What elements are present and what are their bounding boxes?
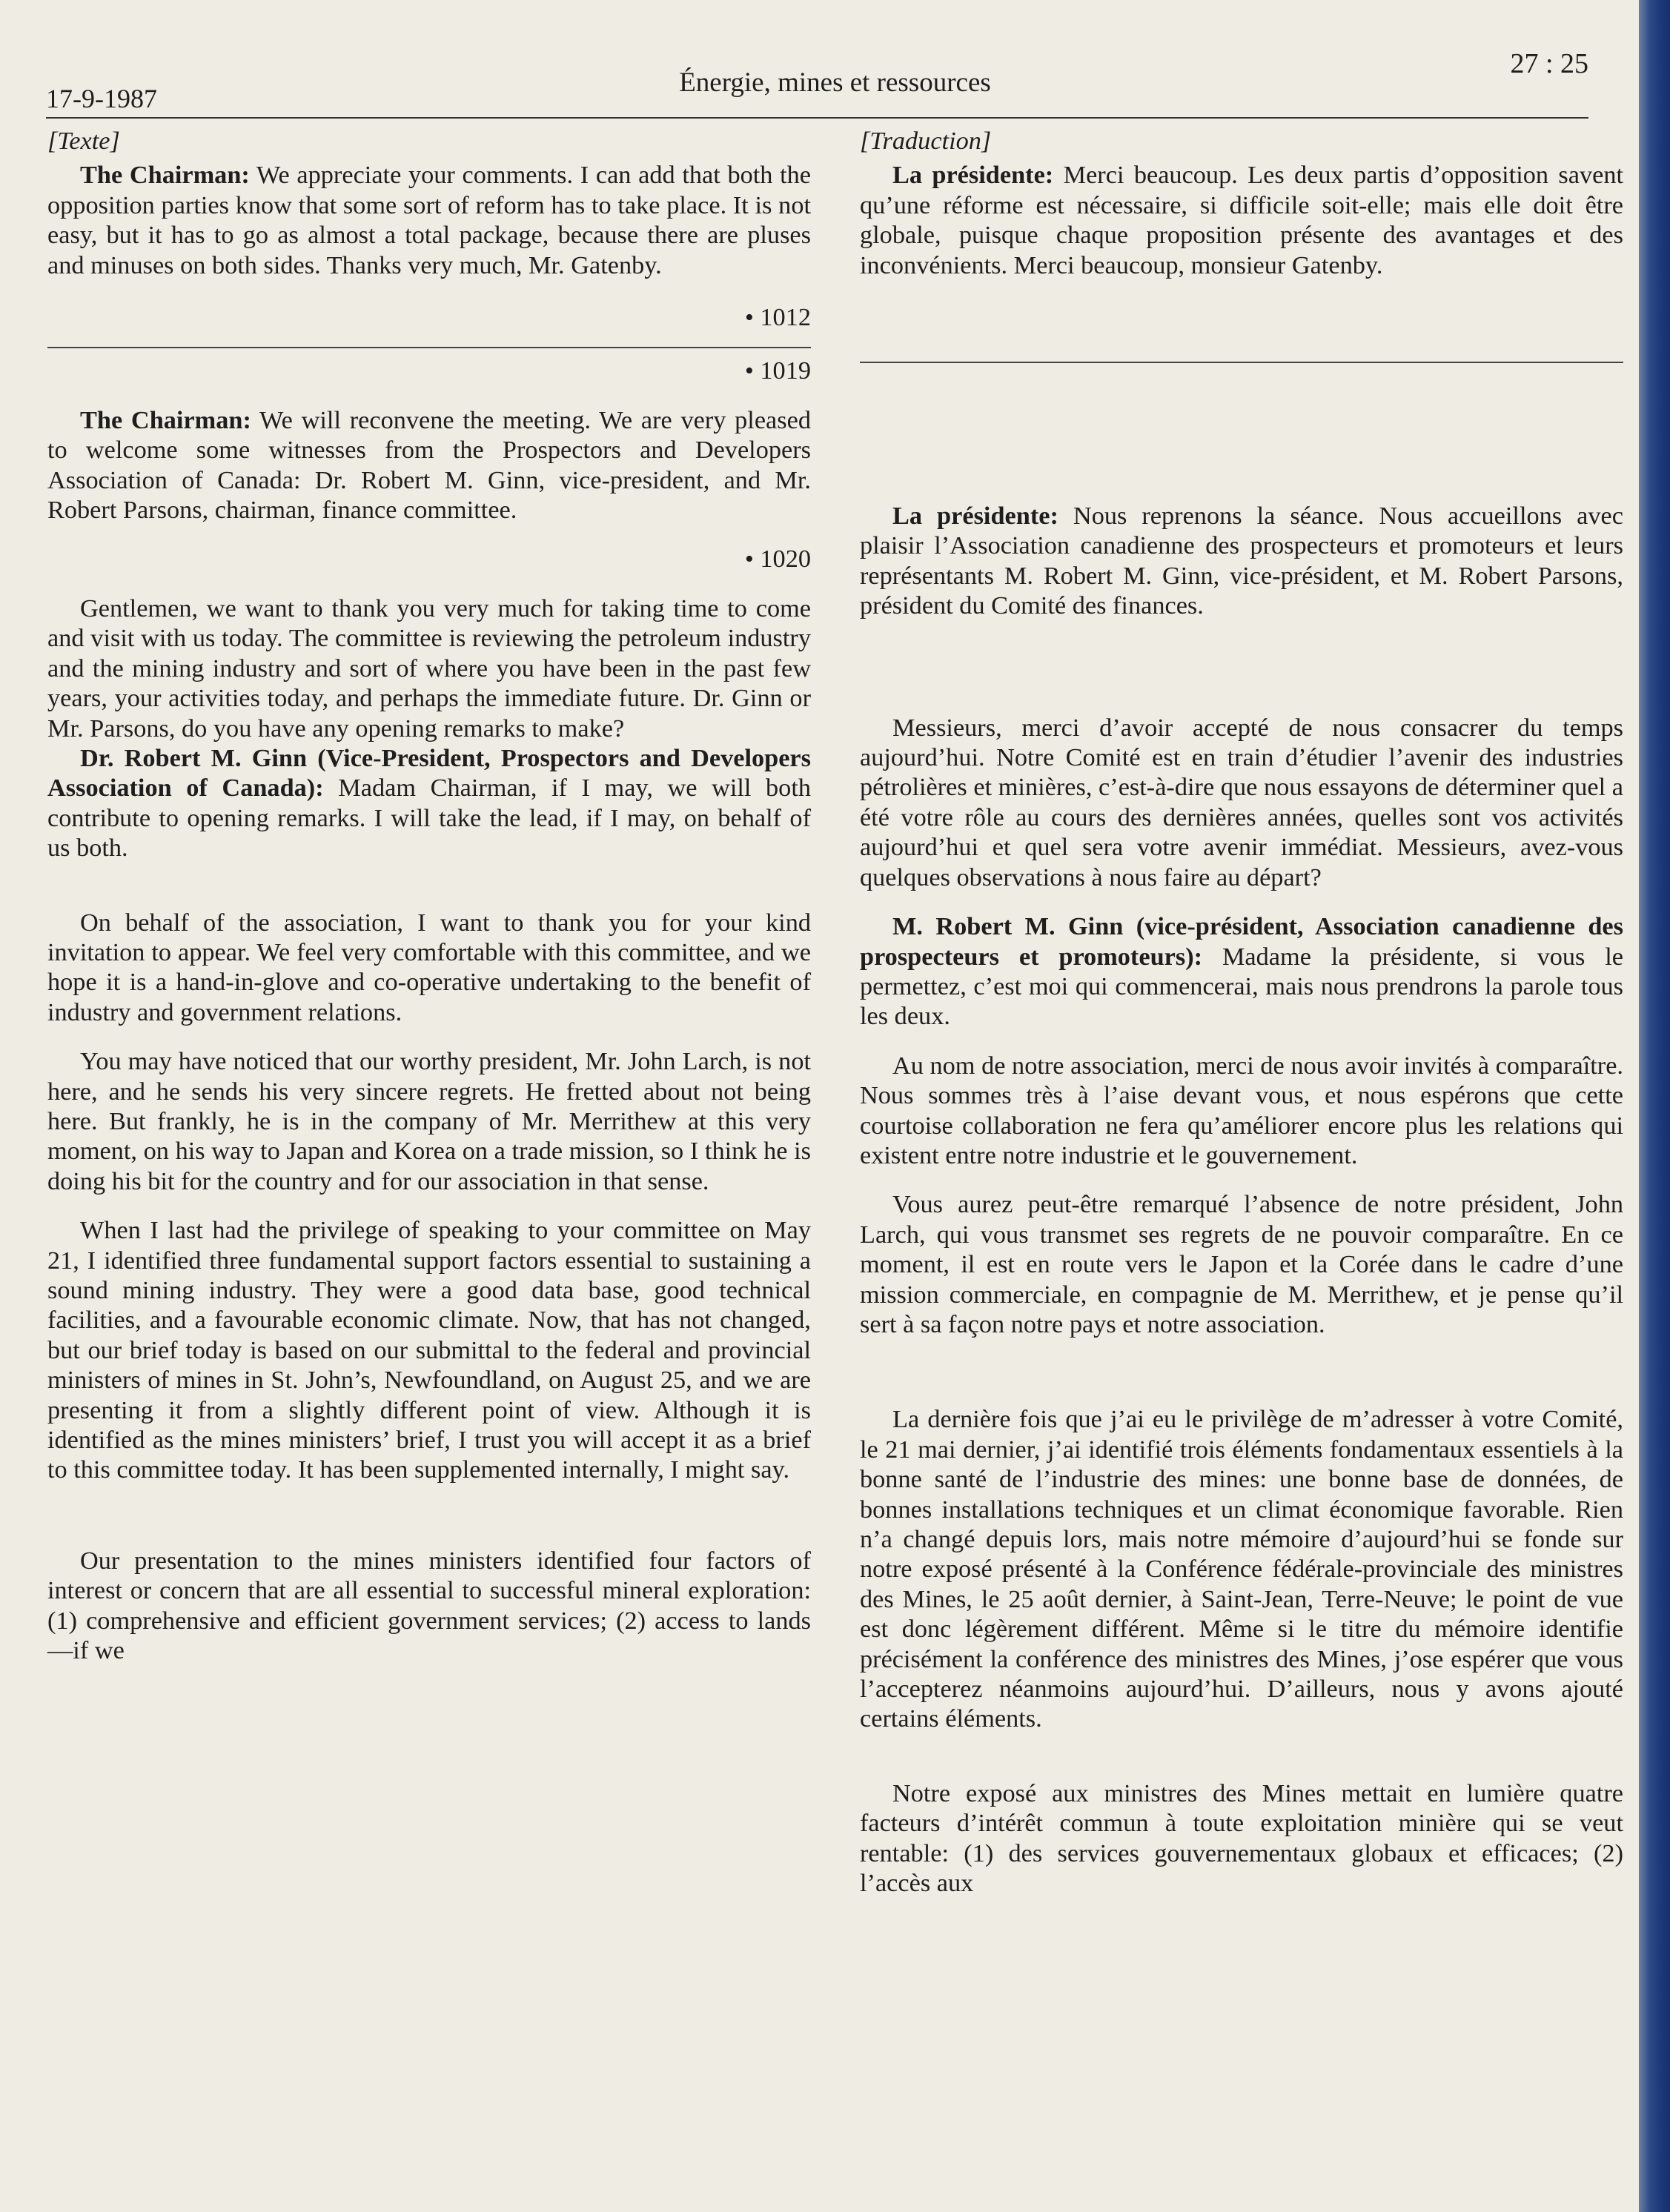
- paragraph: La présidente: Nous reprenons la séance. Nous accueillons avec plaisir l’Association canadienne des prospecteurs et promoteurs et leurs représentants M. Robert M. Ginn, vice-président, et M. Robert Parsons, président du Comité des finances.: [860, 502, 1623, 620]
- speaker-name: The Chairman:: [80, 161, 250, 190]
- speaker-name: La présidente:: [892, 161, 1054, 190]
- column-label: [Traduction]: [860, 127, 992, 155]
- paragraph: Au nom de notre association, merci de nous avoir invités à comparaître. Nous sommes très à l’aise devant vous, et nous espérons que cette courtoise collaboration ne fera qu’améliorer encore plus les relations qui existent entre notre industrie et le gouvernement.: [860, 1051, 1623, 1169]
- paragraph: M. Robert M. Ginn (vice-président, Association canadienne des prospecteurs et promoteurs): Madame la présidente, si vous le permettez, c’est moi qui commencerai, mais nous prendrons la parole tous les deux.: [860, 912, 1623, 1031]
- english-column: [47, 126, 811, 1665]
- header-title: Énergie, mines et ressources: [679, 67, 991, 98]
- paragraph: You may have noticed that our worthy president, Mr. John Larch, is not here, and he sends his very sincere regrets. He fretted about not being here. But frankly, he is in the company of Mr. Merrithew at this very moment, on his way to Japan and Korea on a trade mission, so I think he is doing his bit for the country and for our association in that sense.: [47, 1047, 811, 1195]
- paragraph: Our presentation to the mines ministers identified four factors of interest or concern that are all essential to successful mineral exploration: (1) comprehensive and efficient government services; (2) access to lands—if we: [47, 1546, 811, 1665]
- page-number: 27 : 25: [1510, 48, 1588, 79]
- book-binding-edge: [1639, 0, 1670, 2212]
- paragraph: Vous aurez peut-être remarqué l’absence de notre président, John Larch, qui vous transmet ses regrets de ne pouvoir comparaître. En ce moment, il est en route vers le Japon et la Corée dans le cadre d’une mission commerciale, en compagnie de M. Merrithew, et je pense qu’il sert à sa façon notre pays et notre association.: [860, 1190, 1623, 1338]
- time-marker: • 1020: [744, 545, 811, 574]
- section-divider: [47, 347, 811, 348]
- paragraph: La dernière fois que j’ai eu le privilège de m’adresser à votre Comité, le 21 mai dernier, j’ai identifié trois éléments fondamentaux essentiels à la bonne santé de l’industrie des mines: une bonne base de données, de bonnes installations techniques et un climat économique favorable. Rien n’a changé depuis lors, mais notre mémoire d’aujourd’hui se fonde sur notre exposé présenté à la Conférence fédérale-provinciale des ministres des Mines, le 25 août dernier, à Saint-Jean, Terre-Neuve; le point de vue est donc légèrement différent. Même si le titre du mémoire identifie précisément la conférence des ministres des Mines, j’ose espérer que vous l’accepterez néanmoins aujourd’hui. D’ailleurs, nous y avons ajouté certains éléments.: [860, 1405, 1623, 1733]
- column-label: [Texte]: [47, 127, 120, 155]
- paragraph: Notre exposé aux ministres des Mines mettait en lumière quatre facteurs d’intérêt commun à toute exploitation minière qui se veut rentable: (1) des services gouvernementaux globaux et efficaces; (2) l’accès aux: [860, 1778, 1623, 1898]
- time-marker: • 1019: [744, 356, 811, 385]
- paragraph: On behalf of the association, I want to thank you for your kind invitation to appear. We feel very comfortable with this committee, and we hope it is a hand-in-glove and co-operative undertaking to the benefit of industry and government relations.: [47, 908, 811, 1026]
- speaker-name: Dr. Robert M. Ginn (Vice-President, Prospectors and Developers Association of Canada):: [47, 743, 811, 803]
- paragraph: Gentlemen, we want to thank you very much for taking time to come and visit with us today. The committee is reviewing the petroleum industry and the mining industry and sort of where you have been in the past few years, your activities today, and perhaps the immediate future. Dr. Ginn or Mr. Parsons, do you have any opening remarks to make?: [47, 594, 811, 743]
- paragraph: Messieurs, merci d’avoir accepté de nous consacrer du temps aujourd’hui. Notre Comité est en train d’étudier l’avenir des industries pétrolières et minières, c’est-à-dire que nous essayons de déterminer quel a été votre rôle au cours des dernières années, quelles sont vos activités aujourd’hui et quel sera votre avenir immédiat. Messieurs, avez-vous quelques observations à nous faire au départ?: [860, 713, 1623, 891]
- speaker-name: M. Robert M. Ginn (vice-président, Association canadienne des prospecteurs et promoteurs):: [860, 912, 1623, 971]
- paragraph: The Chairman: We appreciate your comments. I can add that both the opposition parties know that some sort of reform has to take place. It is not easy, but it has to go as almost a total package, because there are pluses and minuses on both sides. Thanks very much, Mr. Gatenby.: [47, 161, 811, 279]
- paragraph: La présidente: Merci beaucoup. Les deux partis d’opposition savent qu’une réforme est nécessaire, si difficile soit-elle; mais elle doit être globale, puisque chaque proposition présente des avantages et des inconvénients. Merci beaucoup, monsieur Gatenby.: [860, 161, 1623, 279]
- header-date: 17-9-1987: [46, 84, 157, 113]
- section-divider: [860, 362, 1623, 363]
- paragraph: When I last had the privilege of speaking to your committee on May 21, I identified three fundamental support factors essential to sustaining a sound mining industry. They were a good data base, good technical facilities, and a favourable economic climate. Now, that has not changed, but our brief today is based on our submittal to the federal and provincial ministers of mines in St. John’s, Newfoundland, on August 25, and we are presenting it from a slightly different point of view. Although it is identified as the mines ministers’ brief, I trust you will accept it as a brief to this committee today. It has been supplemented internally, I might say.: [47, 1216, 811, 1484]
- speaker-name: The Chairman:: [80, 405, 251, 434]
- paragraph: Dr. Robert M. Ginn (Vice-President, Prospectors and Developers Association of Canada): Madam Chairman, if I may, we will both contribute to opening remarks. I will take the lead, if I may, on behalf of us both.: [47, 743, 812, 863]
- header-rule: [46, 117, 1588, 119]
- paragraph: The Chairman: We will reconvene the meeting. We are very pleased to welcome some witnesses from the Prospectors and Developers Association of Canada: Dr. Robert M. Ginn, vice-president, and Mr. Robert Parsons, chairman, finance committee.: [47, 405, 812, 525]
- speaker-name: La présidente:: [892, 502, 1058, 531]
- french-column: [860, 126, 1623, 1898]
- time-marker: • 1012: [744, 303, 811, 332]
